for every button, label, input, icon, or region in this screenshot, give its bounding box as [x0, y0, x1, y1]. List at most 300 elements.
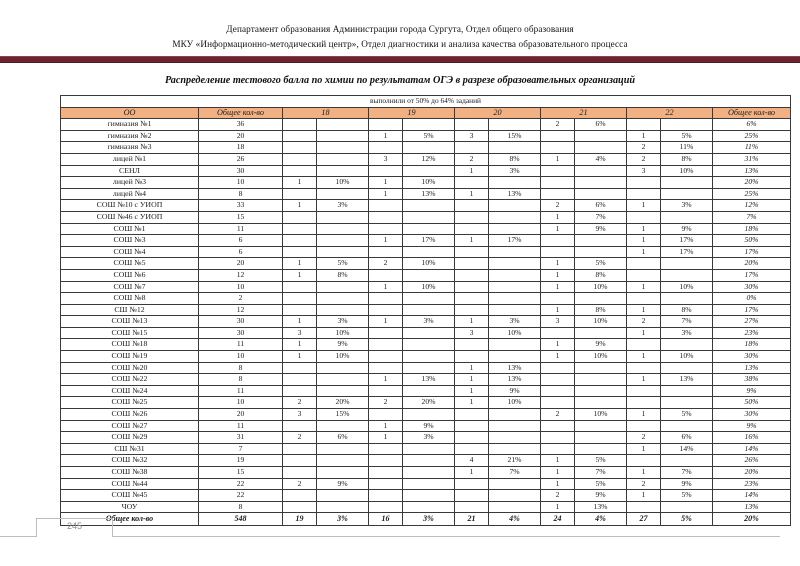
cell-22-pct [661, 501, 713, 513]
cell-19-count [369, 339, 403, 351]
table-row [61, 501, 791, 513]
cell-22-count: 2 [627, 142, 661, 154]
cell-22-count: 2 [627, 316, 661, 328]
cell-19-count [369, 246, 403, 258]
cell-organization: СОШ №10 с УИОП [61, 200, 199, 212]
cell-organization: СОШ №44 [61, 478, 199, 490]
cell-sum-pct: 20% [713, 467, 791, 479]
cell-19-pct: 17% [403, 235, 455, 247]
cell-organization: СОШ №13 [61, 316, 199, 328]
cell-22-count: 1 [627, 374, 661, 386]
cell-21-pct: 6% [575, 200, 627, 212]
cell-21-count [541, 246, 575, 258]
cell-organization: лицей №4 [61, 188, 199, 200]
cell-21-pct: 9% [575, 339, 627, 351]
cell-total: 6 [199, 235, 283, 247]
cell-sum-pct: 27% [713, 316, 791, 328]
cell-22-count [627, 455, 661, 467]
cell-total: 10 [199, 397, 283, 409]
cell-20-count [455, 432, 489, 444]
cell-21-pct [575, 188, 627, 200]
cell-organization: СОШ №25 [61, 397, 199, 409]
cell-18-pct [317, 153, 369, 165]
cell-18-pct [317, 223, 369, 235]
table-head [61, 96, 791, 119]
cell-sum-pct: 17% [713, 304, 791, 316]
table-row [61, 304, 791, 316]
cell-18-count [283, 374, 317, 386]
cell-19-pct [403, 351, 455, 363]
cell-19-pct: 20% [403, 397, 455, 409]
cell-22-pct: 6% [661, 432, 713, 444]
cell-19-count [369, 467, 403, 479]
cell-22-pct [661, 293, 713, 305]
cell-20-count [455, 142, 489, 154]
cell-21-pct: 10% [575, 409, 627, 421]
cell-22-count [627, 339, 661, 351]
cell-organization: СОШ №27 [61, 420, 199, 432]
cell-19-pct: 9% [403, 420, 455, 432]
cell-total: 30 [199, 316, 283, 328]
cell-19-count [369, 304, 403, 316]
cell-19-count: 1 [369, 420, 403, 432]
table-row [61, 130, 791, 142]
cell-organization: СОШ №45 [61, 490, 199, 502]
cell-19-count [369, 200, 403, 212]
cell-19-count: 1 [369, 281, 403, 293]
col-header-total-left: Общее кол-во [199, 107, 283, 119]
table-row [61, 142, 791, 154]
cell-20-pct: 13% [489, 374, 541, 386]
cell-18-count: 1 [283, 177, 317, 189]
cell-18-count [283, 119, 317, 131]
cell-22-pct [661, 455, 713, 467]
cell-18-count [283, 281, 317, 293]
page-number: 245 [66, 521, 83, 531]
cell-18-count [283, 246, 317, 258]
cell-20-pct: 10% [489, 327, 541, 339]
cell-22-pct: 5% [661, 490, 713, 502]
cell-18-pct: 10% [317, 351, 369, 363]
col-header-score-21: 21 [541, 107, 627, 119]
cell-total: 11 [199, 420, 283, 432]
cell-total: 18 [199, 142, 283, 154]
cell-22-pct [661, 188, 713, 200]
cell-total: 10 [199, 281, 283, 293]
cell-sum-pct: 25% [713, 188, 791, 200]
cell-19-count [369, 501, 403, 513]
cell-sum-pct: 50% [713, 235, 791, 247]
cell-total: 26 [199, 153, 283, 165]
cell-18-count [283, 142, 317, 154]
cell-sum-pct: 20% [713, 258, 791, 270]
cell-22-pct: 11% [661, 142, 713, 154]
cell-22-count: 1 [627, 443, 661, 455]
cell-organization: СОШ №19 [61, 351, 199, 363]
cell-22-count: 1 [627, 351, 661, 363]
cell-22-count [627, 269, 661, 281]
cell-22-count [627, 397, 661, 409]
cell-21-pct: 10% [575, 351, 627, 363]
cell-18-count: 1 [283, 316, 317, 328]
cell-total: 2 [199, 293, 283, 305]
cell-18-count [283, 223, 317, 235]
cell-21-pct: 7% [575, 467, 627, 479]
cell-20-count [455, 351, 489, 363]
cell-organization: СШ №12 [61, 304, 199, 316]
cell-sum-pct: 20% [713, 177, 791, 189]
cell-total: 8 [199, 362, 283, 374]
cell-20-count [455, 177, 489, 189]
cell-20-pct: 9% [489, 385, 541, 397]
cell-21-count: 2 [541, 119, 575, 131]
cell-19-count [369, 455, 403, 467]
cell-20-count [455, 339, 489, 351]
cell-sum-pct: 12% [713, 200, 791, 212]
cell-total: 11 [199, 223, 283, 235]
cell-sum-pct: 17% [713, 269, 791, 281]
footer-rule-right [113, 536, 780, 537]
cell-19-count [369, 165, 403, 177]
cell-21-pct [575, 293, 627, 305]
cell-20-count: 1 [455, 362, 489, 374]
cell-19-pct: 13% [403, 374, 455, 386]
cell-total: 20 [199, 258, 283, 270]
cell-sum-pct: 14% [713, 490, 791, 502]
cell-18-pct: 10% [317, 327, 369, 339]
cell-20-count: 1 [455, 316, 489, 328]
cell-21-count [541, 397, 575, 409]
cell-21-pct [575, 246, 627, 258]
cell-19-count: 1 [369, 130, 403, 142]
cell-22-pct [661, 177, 713, 189]
cell-19-pct: 3% [403, 432, 455, 444]
cell-21-pct [575, 432, 627, 444]
cell-20-count [455, 478, 489, 490]
cell-19-count: 1 [369, 316, 403, 328]
cell-19-pct: 3% [403, 513, 455, 526]
table-row [61, 200, 791, 212]
cell-21-count: 1 [541, 455, 575, 467]
cell-22-pct [661, 211, 713, 223]
cell-21-pct: 5% [575, 455, 627, 467]
cell-sum-pct: 26% [713, 455, 791, 467]
cell-total: 30 [199, 165, 283, 177]
cell-22-pct [661, 339, 713, 351]
cell-total: 548 [199, 513, 283, 526]
cell-22-count [627, 362, 661, 374]
cell-19-pct [403, 246, 455, 258]
cell-21-pct: 9% [575, 490, 627, 502]
cell-sum-pct: 20% [713, 513, 791, 526]
cell-18-pct: 6% [317, 432, 369, 444]
cell-21-pct [575, 142, 627, 154]
table-row [61, 293, 791, 305]
cell-organization: СОШ №46 с УИОП [61, 211, 199, 223]
table-row [61, 490, 791, 502]
table-row [61, 432, 791, 444]
cell-20-count [455, 293, 489, 305]
cell-18-count [283, 188, 317, 200]
cell-18-pct [317, 385, 369, 397]
cell-21-count [541, 385, 575, 397]
cell-19-count: 1 [369, 374, 403, 386]
cell-19-count: 2 [369, 258, 403, 270]
cell-19-pct [403, 455, 455, 467]
cell-total: 31 [199, 432, 283, 444]
cell-20-pct: 13% [489, 362, 541, 374]
cell-21-pct: 9% [575, 223, 627, 235]
table-row [61, 281, 791, 293]
cell-20-pct [489, 142, 541, 154]
cell-total: 8 [199, 374, 283, 386]
cell-20-pct [489, 211, 541, 223]
cell-19-pct [403, 211, 455, 223]
cell-22-pct: 10% [661, 281, 713, 293]
cell-20-pct [489, 339, 541, 351]
cell-22-pct: 5% [661, 409, 713, 421]
cell-total: 7 [199, 443, 283, 455]
cell-22-pct: 17% [661, 235, 713, 247]
cell-total: 20 [199, 130, 283, 142]
cell-20-pct [489, 478, 541, 490]
col-header-score-20: 20 [455, 107, 541, 119]
cell-21-count [541, 432, 575, 444]
cell-19-count: 1 [369, 188, 403, 200]
cell-organization: лицей №3 [61, 177, 199, 189]
table-body [61, 119, 791, 526]
table-row [61, 119, 791, 131]
cell-21-pct: 6% [575, 119, 627, 131]
header-line-department: Департамент образования Администрации города Сургута, Отдел общего образования [226, 24, 574, 34]
cell-20-count: 1 [455, 188, 489, 200]
footer-rule-left [0, 536, 36, 537]
cell-19-count: 16 [369, 513, 403, 526]
cell-organization: СОШ №4 [61, 246, 199, 258]
cell-22-pct: 8% [661, 304, 713, 316]
cell-22-pct: 5% [661, 130, 713, 142]
cell-sum-pct: 23% [713, 327, 791, 339]
cell-22-count: 1 [627, 200, 661, 212]
header-divider-rule [0, 56, 800, 63]
cell-total: 12 [199, 269, 283, 281]
cell-19-pct [403, 200, 455, 212]
cell-sum-pct: 50% [713, 397, 791, 409]
cell-22-count: 1 [627, 281, 661, 293]
cell-18-count: 1 [283, 339, 317, 351]
cell-19-count: 1 [369, 235, 403, 247]
cell-18-pct [317, 304, 369, 316]
cell-19-count [369, 385, 403, 397]
cell-21-pct [575, 385, 627, 397]
cell-22-pct [661, 397, 713, 409]
table-row [61, 269, 791, 281]
cell-organization: СОШ №29 [61, 432, 199, 444]
cell-18-count: 1 [283, 351, 317, 363]
table-row [61, 478, 791, 490]
cell-organization: СОШ №8 [61, 293, 199, 305]
cell-22-pct [661, 258, 713, 270]
cell-organization: СОШ №26 [61, 409, 199, 421]
cell-organization: СЕНЛ [61, 165, 199, 177]
cell-19-count [369, 478, 403, 490]
cell-organization: гимназия №3 [61, 142, 199, 154]
table-header-row [61, 107, 791, 119]
cell-20-pct [489, 200, 541, 212]
cell-18-count [283, 153, 317, 165]
cell-20-pct [489, 304, 541, 316]
cell-20-count: 1 [455, 397, 489, 409]
cell-total: 11 [199, 385, 283, 397]
cell-21-count [541, 420, 575, 432]
cell-22-pct: 17% [661, 246, 713, 258]
table-row [61, 420, 791, 432]
cell-21-count: 1 [541, 269, 575, 281]
cell-total: 11 [199, 339, 283, 351]
cell-21-count: 1 [541, 153, 575, 165]
cell-18-pct [317, 188, 369, 200]
cell-19-count [369, 223, 403, 235]
cell-sum-pct: 9% [713, 420, 791, 432]
table-row [61, 467, 791, 479]
cell-21-count: 1 [541, 281, 575, 293]
cell-18-pct [317, 130, 369, 142]
cell-20-pct: 4% [489, 513, 541, 526]
cell-total: 6 [199, 246, 283, 258]
cell-20-pct [489, 269, 541, 281]
cell-sum-pct: 13% [713, 501, 791, 513]
cell-18-pct [317, 281, 369, 293]
col-header-total-right: Общее кол-во [713, 107, 791, 119]
cell-22-pct: 10% [661, 165, 713, 177]
cell-22-pct: 7% [661, 467, 713, 479]
cell-21-pct: 5% [575, 258, 627, 270]
cell-organization: СОШ №32 [61, 455, 199, 467]
cell-organization: СОШ №15 [61, 327, 199, 339]
cell-21-count: 1 [541, 258, 575, 270]
cell-22-count [627, 501, 661, 513]
cell-organization: СОШ №5 [61, 258, 199, 270]
cell-19-pct: 3% [403, 316, 455, 328]
cell-18-count [283, 501, 317, 513]
cell-22-count: 3 [627, 165, 661, 177]
cell-20-pct [489, 420, 541, 432]
cell-20-count [455, 443, 489, 455]
cell-19-count [369, 142, 403, 154]
cell-organization: гимназия №1 [61, 119, 199, 131]
cell-19-count: 2 [369, 397, 403, 409]
cell-22-count: 1 [627, 327, 661, 339]
table-row [61, 397, 791, 409]
cell-total: 33 [199, 200, 283, 212]
cell-sum-pct: 31% [713, 153, 791, 165]
cell-21-count [541, 130, 575, 142]
cell-19-pct [403, 327, 455, 339]
cell-18-count [283, 455, 317, 467]
cell-organization: лицей №1 [61, 153, 199, 165]
table-row [61, 165, 791, 177]
cell-22-pct [661, 269, 713, 281]
cell-sum-pct: 30% [713, 409, 791, 421]
cell-organization: СОШ №22 [61, 374, 199, 386]
cell-21-pct: 5% [575, 478, 627, 490]
table-row [61, 362, 791, 374]
cell-18-count [283, 420, 317, 432]
cell-22-pct [661, 385, 713, 397]
cell-sum-pct: 7% [713, 211, 791, 223]
cell-18-count [283, 293, 317, 305]
cell-22-pct [661, 362, 713, 374]
cell-21-count [541, 443, 575, 455]
cell-22-count [627, 119, 661, 131]
cell-18-count [283, 165, 317, 177]
cell-18-pct: 3% [317, 200, 369, 212]
cell-20-pct [489, 119, 541, 131]
cell-19-pct [403, 223, 455, 235]
cell-21-pct: 7% [575, 211, 627, 223]
cell-20-count [455, 490, 489, 502]
cell-18-pct: 15% [317, 409, 369, 421]
cell-21-count: 24 [541, 513, 575, 526]
cell-organization: СОШ №6 [61, 269, 199, 281]
cell-22-count: 2 [627, 432, 661, 444]
cell-21-count [541, 374, 575, 386]
cell-organization: СОШ №38 [61, 467, 199, 479]
table-row [61, 188, 791, 200]
cell-organization: СОШ №7 [61, 281, 199, 293]
cell-19-count [369, 119, 403, 131]
cell-21-count: 2 [541, 409, 575, 421]
cell-19-count [369, 269, 403, 281]
cell-20-count: 4 [455, 455, 489, 467]
cell-sum-pct: 16% [713, 432, 791, 444]
cell-18-pct [317, 443, 369, 455]
cell-20-count [455, 409, 489, 421]
cell-19-pct: 10% [403, 177, 455, 189]
cell-21-pct [575, 443, 627, 455]
cell-19-count [369, 443, 403, 455]
cell-21-pct: 8% [575, 304, 627, 316]
col-header-oo: ОО [61, 107, 199, 119]
table-row [61, 153, 791, 165]
cell-22-count: 1 [627, 409, 661, 421]
cell-18-count: 1 [283, 200, 317, 212]
table-row [61, 258, 791, 270]
cell-22-pct: 9% [661, 478, 713, 490]
cell-22-count [627, 293, 661, 305]
cell-22-count [627, 188, 661, 200]
cell-20-count: 1 [455, 374, 489, 386]
cell-21-count: 1 [541, 501, 575, 513]
cell-20-count [455, 223, 489, 235]
cell-22-count [627, 420, 661, 432]
cell-20-count: 1 [455, 385, 489, 397]
cell-sum-pct: 18% [713, 339, 791, 351]
cell-22-pct: 7% [661, 316, 713, 328]
cell-20-count: 3 [455, 130, 489, 142]
cell-18-pct [317, 501, 369, 513]
table-row [61, 316, 791, 328]
table-row [61, 246, 791, 258]
table-row [61, 235, 791, 247]
cell-21-pct [575, 327, 627, 339]
cell-19-count [369, 327, 403, 339]
cell-total: 15 [199, 467, 283, 479]
cell-21-pct [575, 374, 627, 386]
cell-20-pct [489, 177, 541, 189]
cell-20-pct [489, 223, 541, 235]
banner-label: выполнили от 50% до 64% заданий [61, 96, 791, 108]
